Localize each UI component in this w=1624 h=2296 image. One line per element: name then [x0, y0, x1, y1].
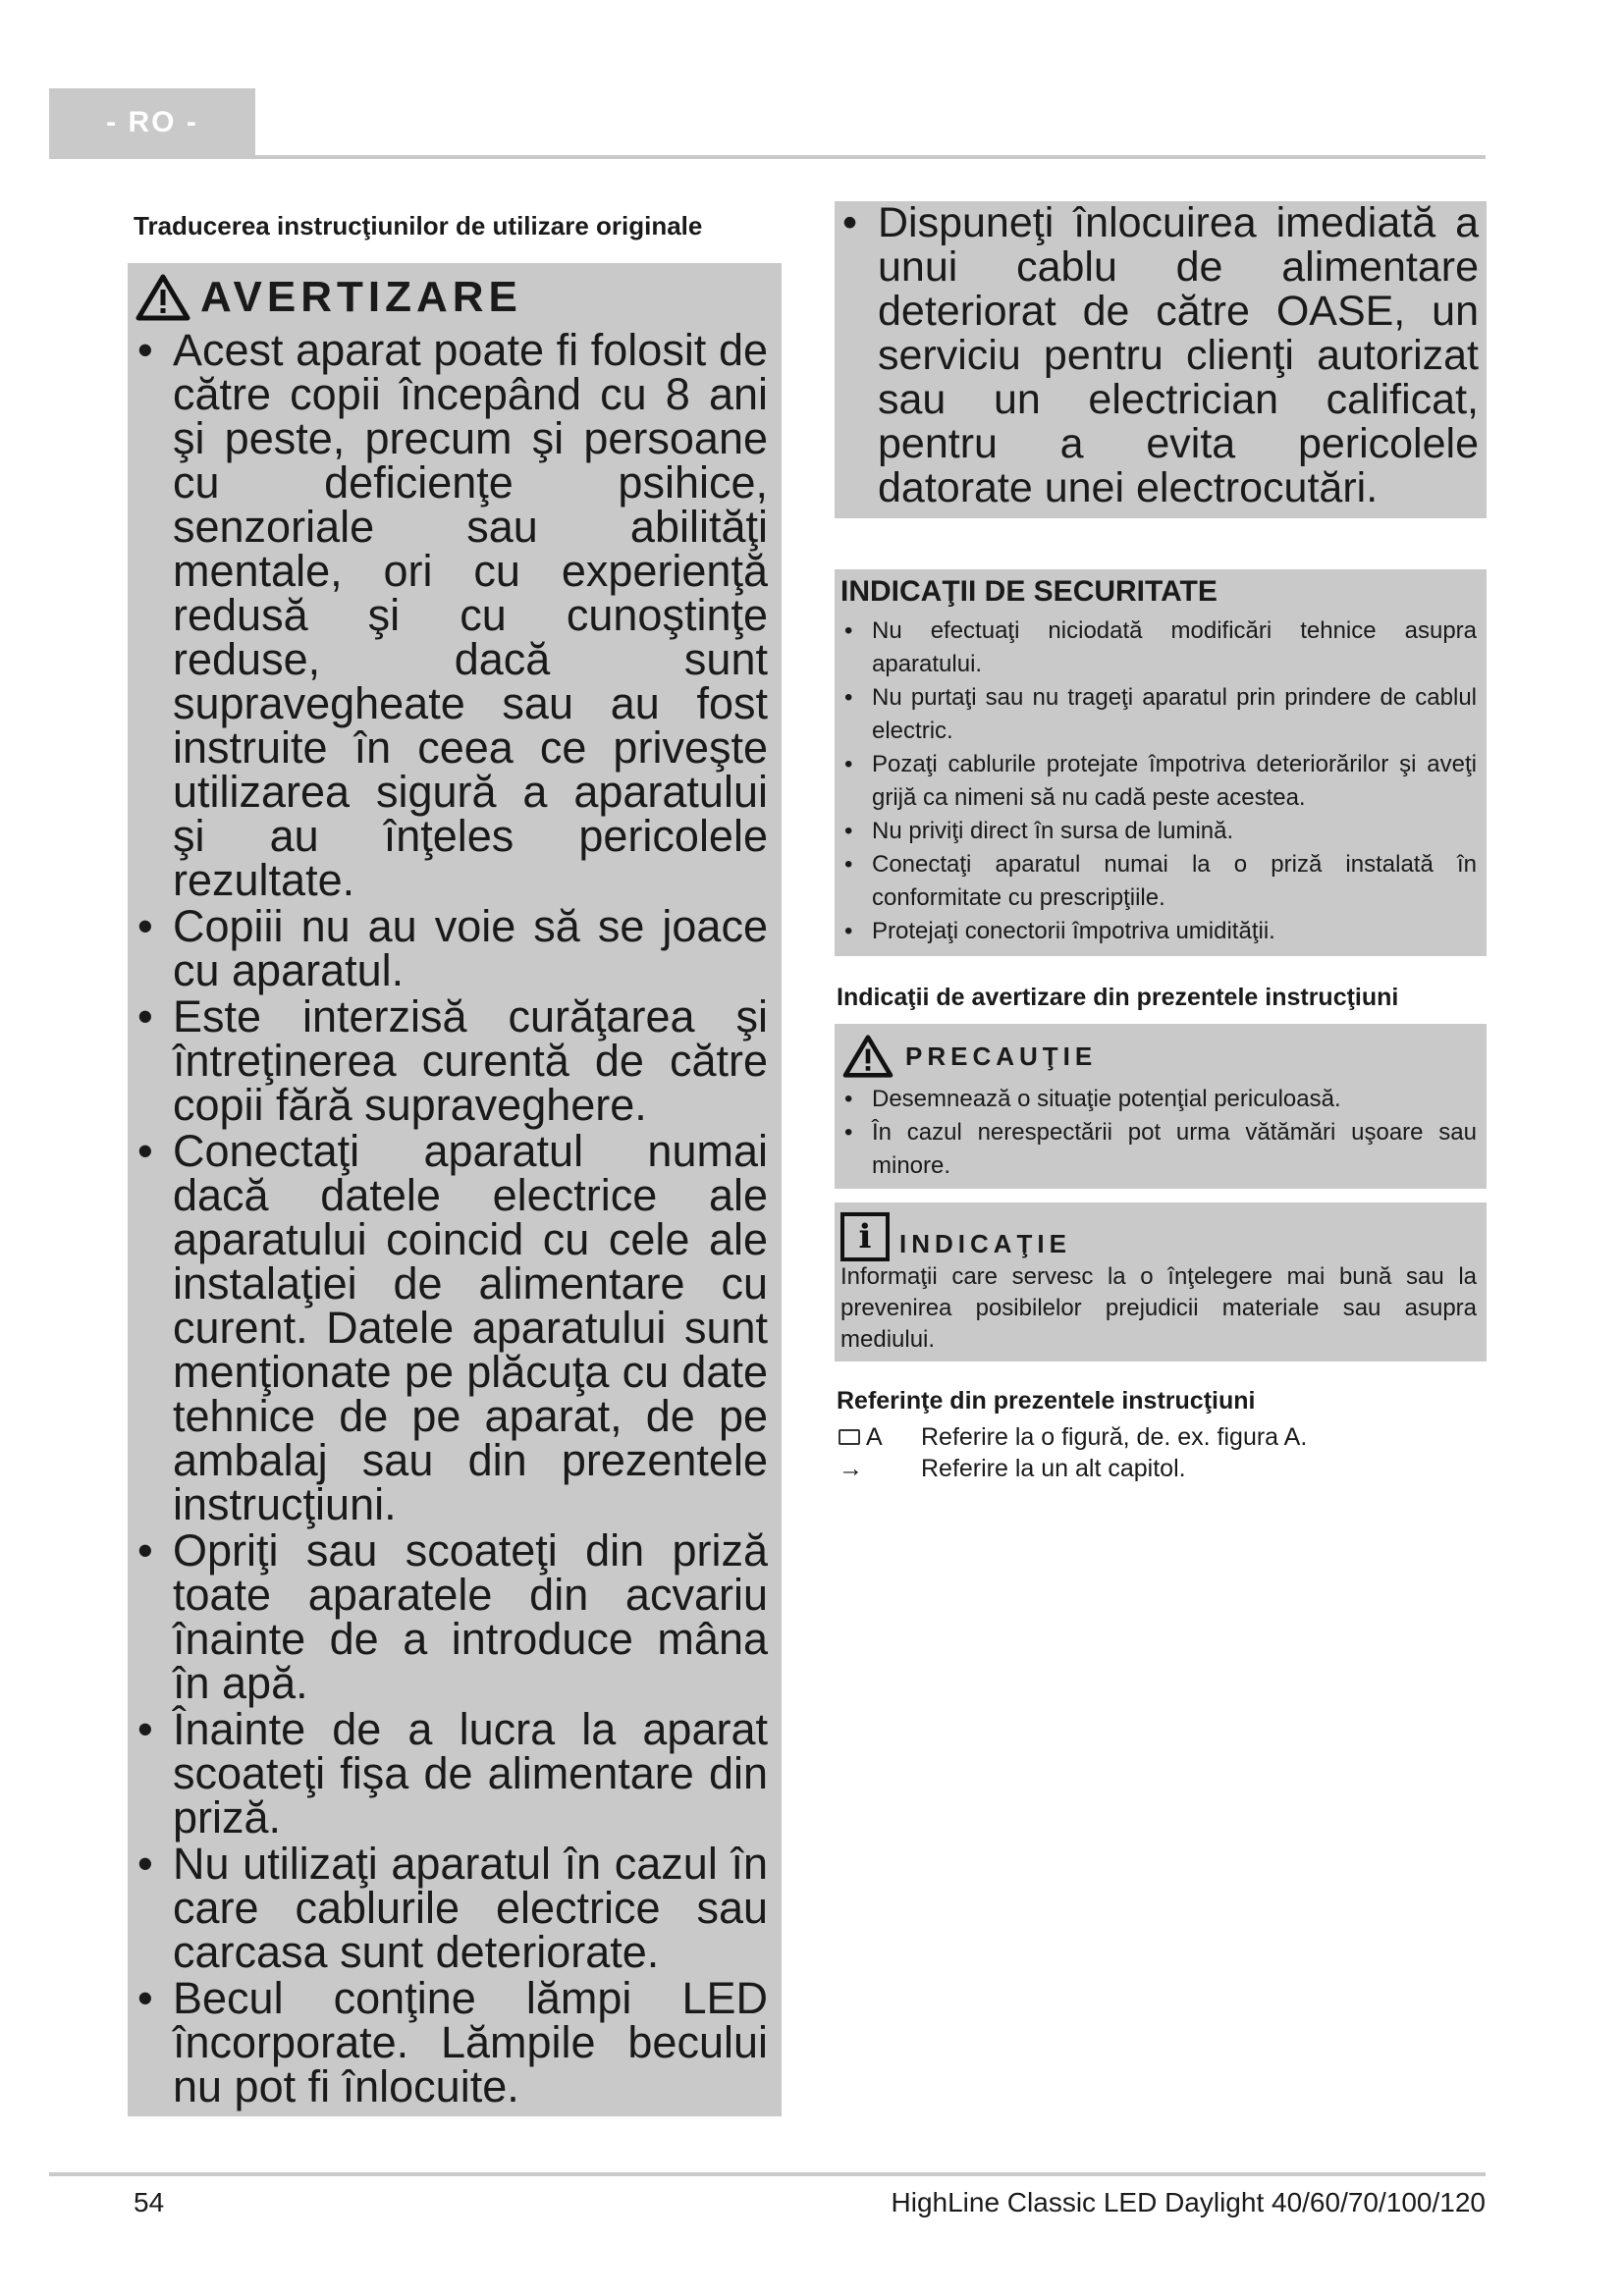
- page-number: 54: [134, 2187, 165, 2217]
- note-box: [835, 1202, 1487, 1362]
- safety-item: • Nu priviţi direct în sursa de lumină.: [840, 815, 1477, 848]
- safety-box: [835, 569, 1487, 956]
- reference-text: Referire la o figură, de. ex. figura A.: [921, 1423, 1308, 1451]
- note-signal-row: [840, 1212, 1477, 1261]
- reference-row: [835, 1453, 1487, 1484]
- safety-item: • Pozaţi cablurile protejate împotriva deteriorărilor şi aveţi grijă ca nimeni să nu cadă peste acestea.: [840, 748, 1477, 815]
- note-signal-word: INDICAŢIE: [899, 1228, 1071, 1258]
- reference-row: [835, 1421, 1487, 1453]
- precaution-box: [835, 1024, 1487, 1189]
- warning-signal-row: [135, 273, 768, 322]
- info-icon: i: [840, 1212, 890, 1261]
- warning-triangle-icon: [135, 273, 190, 322]
- footer-product-title: HighLine Classic LED Daylight 40/60/70/100/120: [891, 2187, 1486, 2217]
- warning-item: • Acest aparat poate fi folosit de către copii începând cu 8 ani şi peste, precum şi persoane cu deficienţe psihice, senzoriale sau abilităţi mentale, ori cu experienţă redusă şi cu cunoştinţe reduse, dacă sunt supravegheate sau au fost instruite în ceea ce priveşte utilizarea sigură a aparatului şi au înţeles pericolele rezultate.: [135, 328, 768, 902]
- warning-item: • Nu utilizaţi aparatul în cazul în care cablurile electrice sau carcasa sunt deteriorate.: [135, 1842, 768, 1974]
- language-tab: - RO -: [49, 88, 255, 157]
- left-column: [128, 211, 782, 2116]
- warning-continued-list: [840, 201, 1479, 510]
- warning-item: • Copiii nu au voie să se joace cu aparatul.: [135, 904, 768, 992]
- warning-signal-word: AVERTIZARE: [200, 273, 522, 321]
- precaution-list: [840, 1083, 1477, 1183]
- safety-item: • Conectaţi aparatul numai la o priză instalată în conformitate cu prescripţiile.: [840, 848, 1477, 915]
- reference-symbol-label: A: [866, 1423, 883, 1451]
- warning-item: • Dispuneţi înlocuirea imediată a unui cablu de alimentare deteriorat de către OASE, un serviciu pentru clienţi autorizat sau un electrician calificat, pentru a evita pericolele datorate unei electrocutări.: [840, 201, 1479, 510]
- reference-symbol: [835, 1421, 921, 1453]
- header-divider: [49, 155, 1486, 159]
- safety-item: • Protejaţi conectorii împotriva umidităţii.: [840, 915, 1477, 948]
- precaution-item: • Desemnează o situaţie potenţial periculoasă.: [840, 1083, 1477, 1116]
- safety-item: • Nu purtaţi sau nu trageţi aparatul prin prindere de cablul electric.: [840, 681, 1477, 748]
- warning-item: • Înainte de a lucra la aparat scoateţi fişa de alimentare din priză.: [135, 1707, 768, 1840]
- warning-triangle-icon: [840, 1034, 895, 1079]
- warning-continued-box: [835, 201, 1487, 518]
- warning-notes-heading: Indicaţii de avertizare din prezentele instrucţiuni: [837, 984, 1399, 1011]
- warning-box: [128, 263, 782, 2116]
- note-text: Informaţii care servesc la o înţelegere mai bună sau la prevenirea posibilelor prejudicii materiale sau asupra mediului.: [840, 1263, 1477, 1353]
- arrow-icon: →: [839, 1455, 863, 1482]
- document-heading: Traducerea instrucţiunilor de utilizare originale: [134, 211, 703, 240]
- precaution-signal-row: [840, 1034, 1477, 1079]
- right-column: [835, 201, 1487, 1484]
- warning-item: • Becul conţine lămpi LED încorporate. Lămpile becului nu pot fi înlocuite.: [135, 1976, 768, 2109]
- safety-title: INDICAŢII DE SECURITATE: [840, 575, 1218, 608]
- safety-list: [840, 614, 1477, 948]
- warning-item: • Conectaţi aparatul numai dacă datele electrice ale aparatului coincid cu cele ale instalaţiei de alimentare cu curent. Datele aparatului sunt menţionate pe plăcuţa cu date tehnice de pe aparat, de pe ambalaj sau din prezentele instrucţiuni.: [135, 1129, 768, 1526]
- footer-divider: [49, 2172, 1486, 2176]
- references-heading: Referinţe din prezentele instrucţiuni: [837, 1387, 1256, 1415]
- precaution-item: • În cazul nerespectării pot urma vătămări uşoare sau minore.: [840, 1116, 1477, 1183]
- warning-item: • Este interzisă curăţarea şi întreţinerea curentă de către copii fără supraveghere.: [135, 994, 768, 1127]
- precaution-signal-word: PRECAUŢIE: [905, 1041, 1098, 1071]
- book-icon: [839, 1429, 860, 1445]
- reference-text: Referire la un alt capitol.: [921, 1455, 1186, 1482]
- warning-list: [135, 325, 768, 2111]
- warning-item: • Opriţi sau scoateţi din priză toate aparatele din acvariu înainte de a introduce mâna în apă.: [135, 1528, 768, 1705]
- safety-item: • Nu efectuaţi niciodată modificări tehnice asupra aparatului.: [840, 614, 1477, 681]
